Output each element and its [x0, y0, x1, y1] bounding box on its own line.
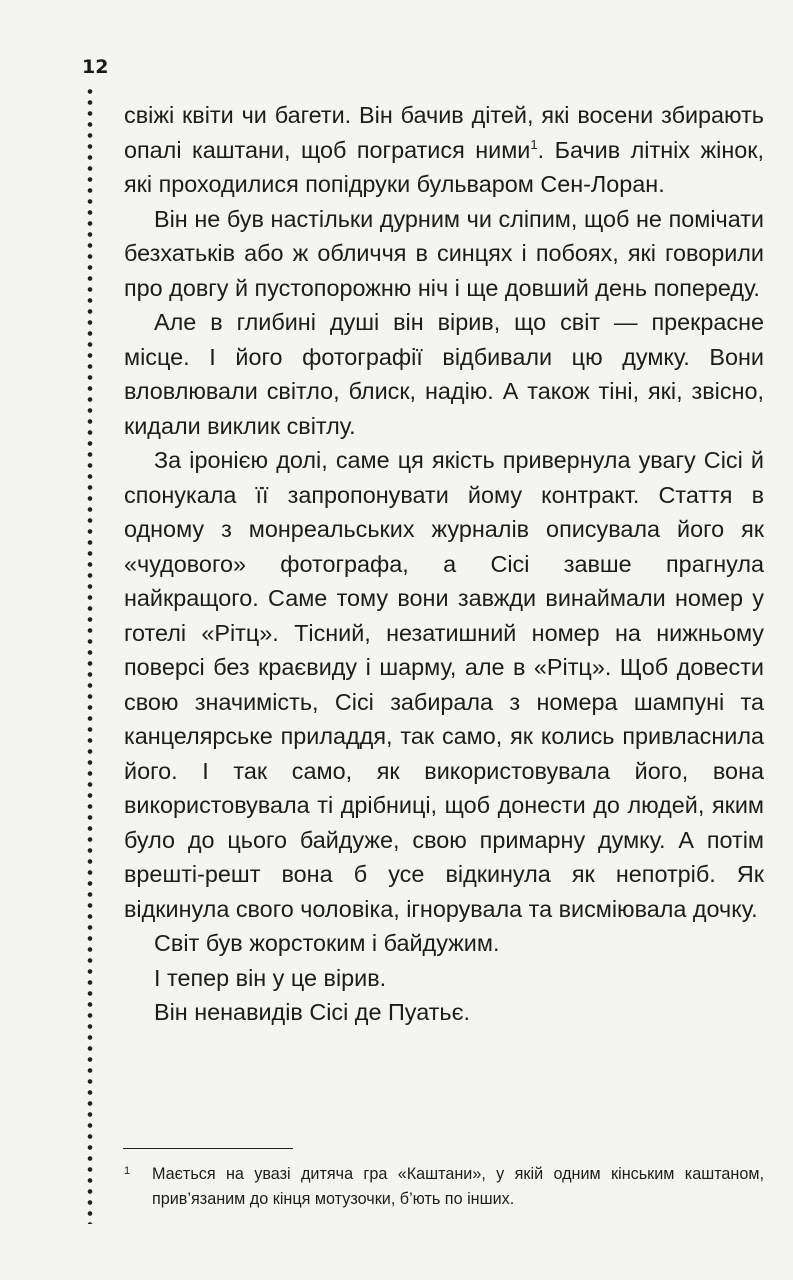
- footnote-reference: 1: [530, 136, 538, 152]
- paragraph-3: Але в глибині душі він вірив, що світ — прекрасне місце. І його фотографії відбивали цю думку. Вони вловлювали світло, блиск, надію. А також тіні, які, звісно, кидали виклик світлу.: [124, 309, 764, 439]
- paragraph-1: [124, 98, 764, 202]
- footnote-divider: [123, 1148, 293, 1149]
- paragraph-4: За іронією долі, саме ця якість привернула увагу Сісі й спонукала її запропонувати йому контракт. Стаття в одному з монреальських журналів описувала його як «чудового» фотографа, а Сісі завше прагнула найкращого. Саме тому вони завжди винаймали номер у готелі «Рітц». Тісний, незатишний номер на нижньому поверсі без краєвиду і шарму, але в «Рітц». Щоб довести свою значимість, Сісі забирала з номера шампуні та канцелярське приладдя, так само, як колись привласнила його. І так само, як використовувала його, вона використовувала ті дрібниці, щоб донести до людей, яким було до цього байдуже, свою примарну думку. А потім врешті-решт вона б усе відкинула як непотріб. Як відкинула свого чоловіка, ігнорувала та висміювала дочку.: [124, 447, 764, 922]
- dotted-margin-rule: [86, 86, 94, 1224]
- footnote: [124, 1162, 764, 1211]
- paragraph-6: І тепер він у це вірив.: [154, 964, 387, 991]
- paragraph-1-end: . Бачив літніх жінок, які проходилися попідруки бульваром Сен-Лоран.: [124, 136, 765, 197]
- paragraph-1-start: свіжі квіти чи багети. Він бачив дітей, які восени збирають опалі каштани, щоб погратися ними: [124, 102, 764, 163]
- paragraph-5: Світ був жорстоким і байдужим.: [154, 930, 500, 956]
- paragraph-2: Він не був настільки дурним чи сліпим, щоб не помічати безхатьків або ж обличчя в синцях і побоях, які говорили про довгу й пустопорожню ніч і ще довший день попереду.: [124, 205, 764, 301]
- page-number: 12: [82, 56, 109, 78]
- footnote-marker: 1: [124, 1165, 131, 1177]
- body-text: [124, 98, 764, 1030]
- paragraph-7: Він ненавидів Сісі де Пуатьє.: [154, 999, 471, 1025]
- footnote-text: Мається на увазі дитяча гра «Каштани», у якій одним кінським каштаном, прив’язаним до кінця мотузочки, б’ють по інших.: [152, 1165, 764, 1208]
